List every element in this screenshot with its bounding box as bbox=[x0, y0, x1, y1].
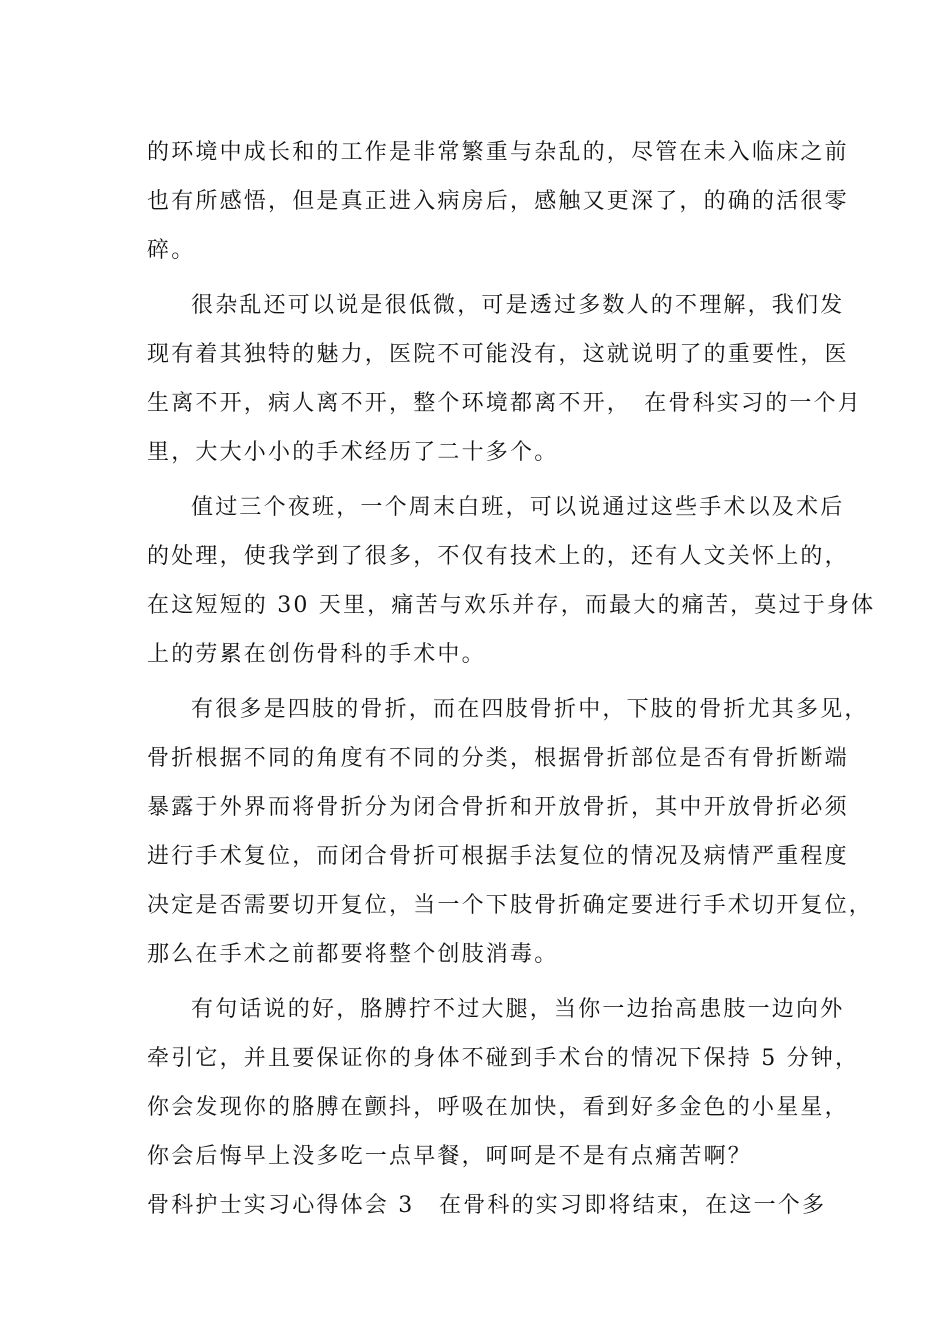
paragraph-line: 有句话说的好，胳膊拧不过大腿，当你一边抬高患肢一边向外 bbox=[191, 997, 845, 1022]
paragraph-line: 生离不开，病人离不开，整个环境都离不开， 在骨科实习的一个月 bbox=[147, 391, 863, 416]
paragraph-line: 牵引它，并且要保证你的身体不碰到手术台的情况下保持 5 分钟， bbox=[147, 1046, 860, 1071]
paragraph-line: 的处理，使我学到了很多，不仅有技术上的，还有人文关怀上的， bbox=[147, 544, 849, 569]
paragraph-line: 里，大大小小的手术经历了二十多个。 bbox=[147, 440, 559, 465]
section-heading-line bbox=[147, 1181, 827, 1230]
section-title: 骨科护士实习心得体会 3 bbox=[147, 1193, 415, 1218]
paragraph-line: 值过三个夜班，一个周末白班，可以说通过这些手术以及术后 bbox=[191, 495, 845, 520]
paragraph-line: 在这短短的 30 天里，痛苦与欢乐并存，而最大的痛苦，莫过于身体 bbox=[147, 593, 876, 618]
paragraph-line: 有很多是四肢的骨折，而在四肢骨折中，下肢的骨折尤其多见， bbox=[191, 697, 869, 722]
paragraph-line: 你会发现你的胳膊在颤抖，呼吸在加快，看到好多金色的小星星， bbox=[147, 1095, 849, 1120]
paragraph-line: 暴露于外界而将骨折分为闭合骨折和开放骨折，其中开放骨折必须 bbox=[147, 795, 849, 820]
paragraph-line: 上的劳累在创伤骨科的手术中。 bbox=[147, 642, 486, 667]
paragraph-line: 碎。 bbox=[147, 238, 196, 263]
paragraph-line: 你会后悔早上没多吃一点早餐，呵呵是不是有点痛苦啊？ bbox=[147, 1144, 753, 1169]
section-first-line: 在骨科的实习即将结束，在这一个多 bbox=[439, 1193, 827, 1218]
paragraph-line: 那么在手术之前都要将整个创肢消毒。 bbox=[147, 942, 559, 967]
paragraph bbox=[147, 483, 876, 679]
paragraph-line: 骨折根据不同的角度有不同的分类，根据骨折部位是否有骨折断端 bbox=[147, 746, 849, 771]
paragraph-line: 现有着其独特的魅力，医院不可能没有，这就说明了的重要性，医 bbox=[147, 342, 849, 367]
paragraph-line: 的环境中成长和的工作是非常繁重与杂乱的，尽管在未入临床之前 bbox=[147, 140, 849, 165]
paragraph-line: 决定是否需要切开复位，当一个下肢骨折确定要进行手术切开复位， bbox=[147, 893, 874, 918]
paragraph bbox=[147, 985, 860, 1181]
paragraph bbox=[147, 685, 874, 979]
paragraph-line: 进行手术复位，而闭合骨折可根据手法复位的情况及病情严重程度 bbox=[147, 844, 849, 869]
document-body bbox=[147, 128, 876, 1230]
paragraph-line: 也有所感悟，但是真正进入病房后，感触又更深了，的确的活很零 bbox=[147, 189, 849, 214]
paragraph bbox=[147, 281, 863, 477]
paragraph bbox=[147, 128, 849, 275]
paragraph-line: 很杂乱还可以说是很低微，可是透过多数人的不理解，我们发 bbox=[191, 293, 845, 318]
